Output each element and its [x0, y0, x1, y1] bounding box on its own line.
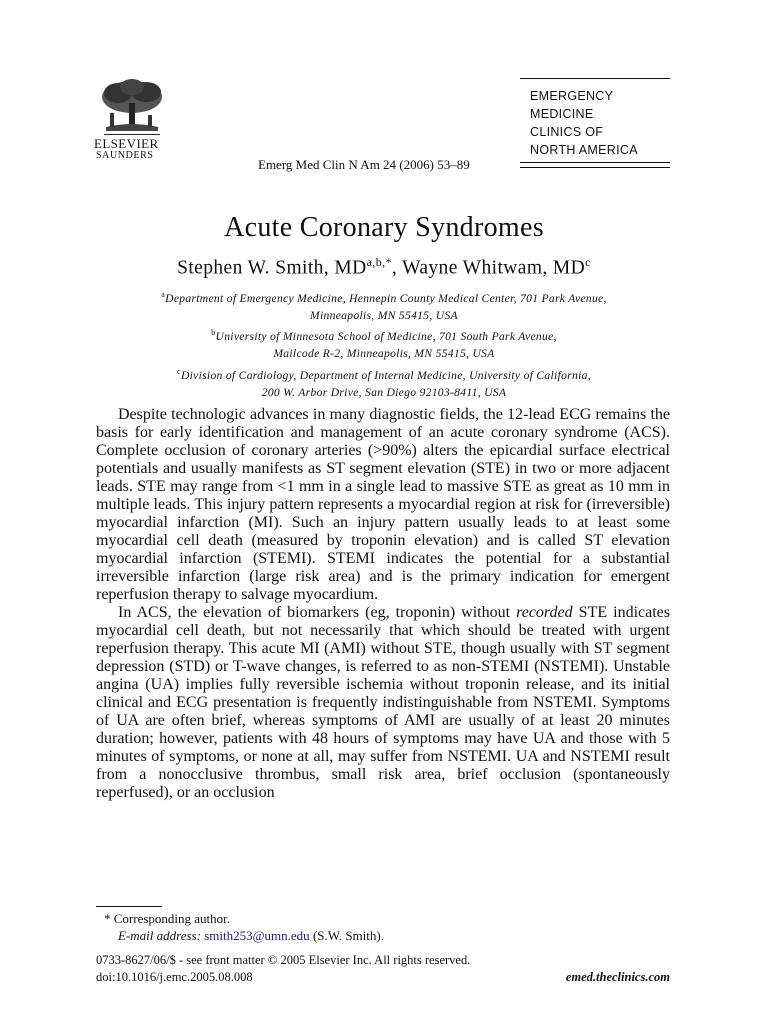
author-affiliation-marks: a,b,* [366, 255, 392, 269]
journal-title-line: NORTH AMERICA [530, 143, 638, 157]
article-title: Acute Coronary Syndromes [224, 212, 544, 243]
journal-title-line: MEDICINE [530, 107, 594, 121]
tree-emblem-icon [96, 77, 168, 135]
imprint-name: SAUNDERS [96, 150, 154, 161]
emphasis-text: recorded [516, 604, 573, 621]
body-paragraph: Despite technologic advances in many diagnostic fields, the 12-lead ECG remains the basis for early identification and management of an acute coronary syndrome (ACS). Complete occlusion of coronary arteries (>90%) alters the epicardial surface electrical potentials and usually manifests as ST segment elevation (STE) in two or more adjacent leads. STE may range from <1 mm in a single lead to massive STE as great as 10 mm in multiple leads. This injury pattern represents a myocardial region at risk for (irreversible) myocardial infarction (MI). Such an injury pattern usually leads to at least some myocardial cell death (measured by troponin elevation) and is called ST elevation myocardial infarction (STEMI). STEMI indicates the potential for a substantial irreversible infarction (large risk area) and is the primary indication for emergent reperfusion therapy to salvage myocardium. [96, 406, 670, 603]
masthead-bottom-rule-2 [520, 167, 670, 168]
publisher-name: ELSEVIER [94, 136, 159, 151]
affiliation-a-cont: Minneapolis, MN 55415, USA [310, 309, 458, 323]
masthead-bottom-rule [520, 162, 670, 163]
author-name: Wayne Whitwam, MD [402, 257, 586, 279]
author-affiliation-marks: c [585, 255, 591, 269]
article-body [96, 406, 670, 802]
affiliation-c-cont: 200 W. Arbor Drive, San Diego 92103-8411, USA [261, 385, 507, 399]
footnote-rule [96, 906, 162, 907]
footnote [96, 910, 384, 944]
affiliations [0, 286, 768, 401]
journal-website[interactable]: emed.theclinics.com [565, 970, 670, 984]
journal-citation: Emerg Med Clin N Am 24 (2006) 53–89 [258, 157, 470, 172]
journal-title-line: EMERGENCY [530, 89, 614, 103]
affiliation-c: $^c$Division of Cardiology, Department of Internal Medicine, University of California, [177, 366, 591, 382]
corresponding-author-note: * Corresponding author. [104, 911, 231, 926]
journal-masthead [520, 78, 670, 174]
email-owner: (S.W. Smith). [312, 928, 384, 943]
affiliation-a: $^a$Department of Emergency Medicine, Hennepin County Medical Center, 701 Park Avenue, [161, 290, 607, 305]
email-label: E-mail address: [118, 928, 201, 943]
author-list: Stephen W. Smith, $MD^{a,b,*}$, Wayne Whitwam, $MD^c$ [177, 255, 591, 279]
elsevier-logo [94, 77, 174, 163]
masthead-top-rule [520, 78, 670, 79]
affiliation-b: $^b$University of Minnesota School of Medicine, 701 South Park Avenue, [211, 328, 557, 344]
body-paragraph: In ACS, the elevation of biomarkers (eg, troponin) without recorded STE indicates myocardial cell death, but not necessarily that which should be treated with urgent reperfusion therapy. This acute MI (AMI) without STE, though usually with ST segment depression (STD) or T-wave changes, is referred to as non-STEMI (NSTEMI). Unstable angina (UA) implies fully reversible ischemia without troponin release, and its initial clinical and ECG presentation is frequently indistinguishable from NSTEMI. Symptoms of UA are often brief, whereas symptoms of AMI are usually of at least 20 minutes duration; however, patients with 48 hours of symptoms may have UA and those with 5 minutes of symptoms, or none at all, may suffer from NSTEMI. UA and NSTEMI result from a nonocclusive thrombus, small risk area, brief occlusion (spontaneously reperfused), or an occlusion [96, 604, 670, 801]
affiliation-b-cont: Mailcode R-2, Minneapolis, MN 55415, USA [273, 347, 495, 361]
journal-title-lines [530, 87, 638, 159]
copyright-line: 0733-8627/06/$ - see front matter © 2005 Elsevier Inc. All rights reserved. [96, 953, 471, 967]
author-name: Stephen W. Smith, MD [177, 257, 367, 279]
email-line [96, 927, 384, 944]
journal-title-line: CLINICS OF [530, 125, 604, 139]
email-link[interactable]: smith253@umn.edu [204, 928, 310, 943]
doi-line: doi:10.1016/j.emc.2005.08.008 [96, 970, 253, 984]
page-footer [96, 952, 670, 986]
